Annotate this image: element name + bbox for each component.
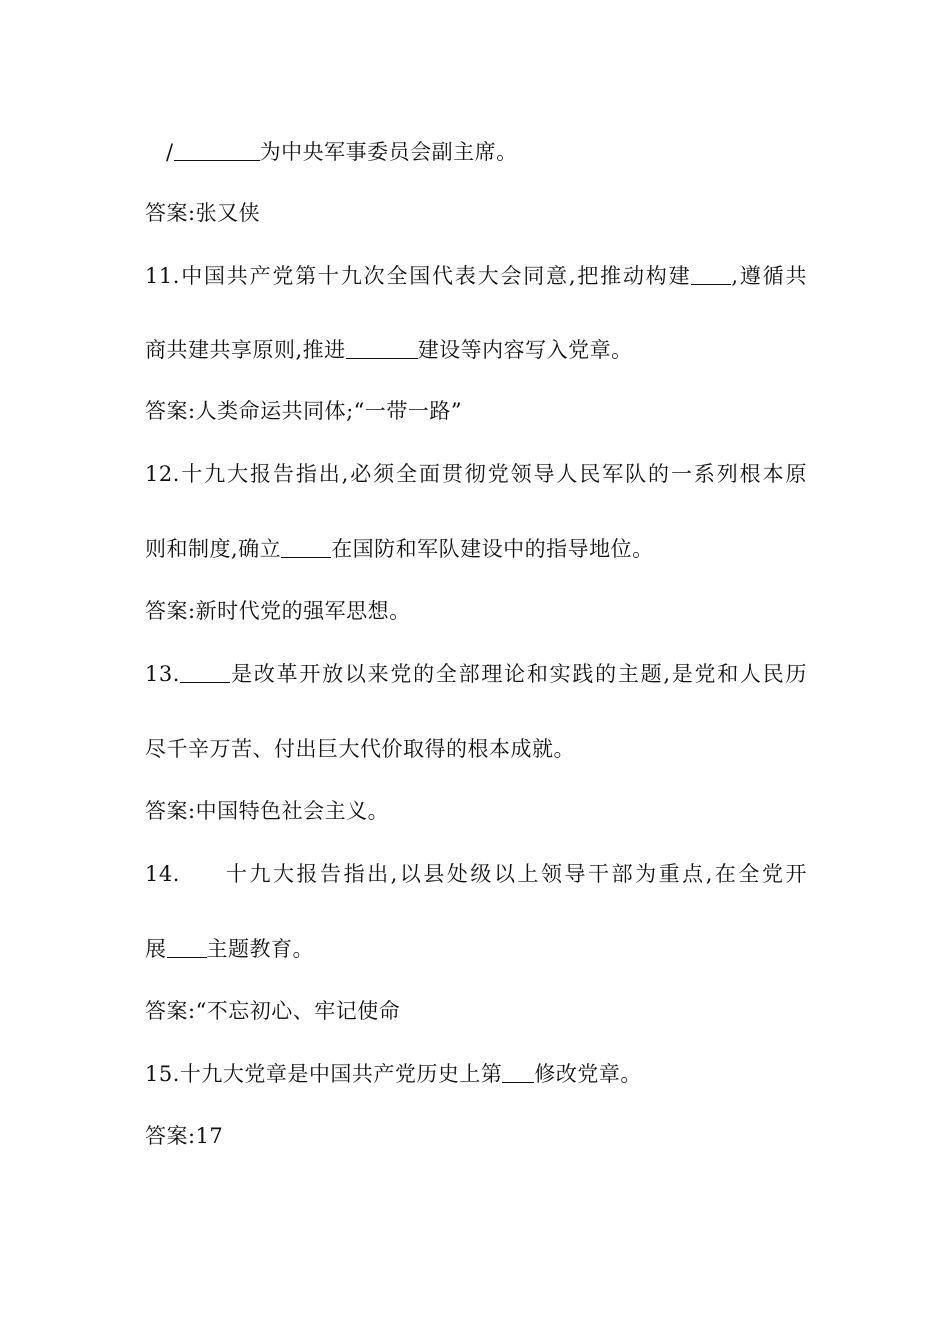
question-12-line-2: 则和制度,确立 在国防和军队建设中的指导地位。 [145,537,654,561]
question-14-line-1: 14. 十九大报告指出,以县处级以上领导干部为重点,在全党开 [145,862,807,886]
question-13-line-2: 尽千辛万苦、付出巨大代价取得的根本成就。 [145,737,575,761]
answer-blank [691,262,731,285]
answer-12: 答案:新时代党的强军思想。 [145,599,411,623]
text-line-vice-chairman: / 为中央军事委员会副主席。 [166,140,518,164]
answer-blank [281,535,331,558]
answer-11: 答案:人类命运共同体;“一带一路” [145,399,463,423]
question-15: 15.十九大党章是中国共产党历史上第 修改党章。 [145,1062,642,1086]
answer-15: 答案:17 [145,1124,224,1148]
answer-blank [174,138,260,161]
question-14-line-2: 展 主题教育。 [145,937,314,961]
slash-mark: / [166,140,174,164]
question-13-line-1: 13. 是改革开放以来党的全部理论和实践的主题,是党和人民历 [145,662,807,686]
answer-blank [502,1060,534,1083]
question-12-line-1: 12.十九大报告指出,必须全面贯彻党领导人民军队的一系列根本原 [145,462,807,486]
question-11-line-1: 11.中国共产党第十九次全国代表大会同意,把推动构建 ,遵循共 [145,264,807,288]
answer-14: 答案:“不忘初心、牢记使命 [145,999,401,1023]
answer-blank [167,935,207,958]
answer-10: 答案:张又侠 [145,201,261,225]
answer-blank [346,336,418,359]
question-11-line-2: 商共建共享原则,推进 建设等内容写入党章。 [145,338,633,362]
answer-13: 答案:中国特色社会主义。 [145,799,390,823]
answer-blank [180,660,230,683]
